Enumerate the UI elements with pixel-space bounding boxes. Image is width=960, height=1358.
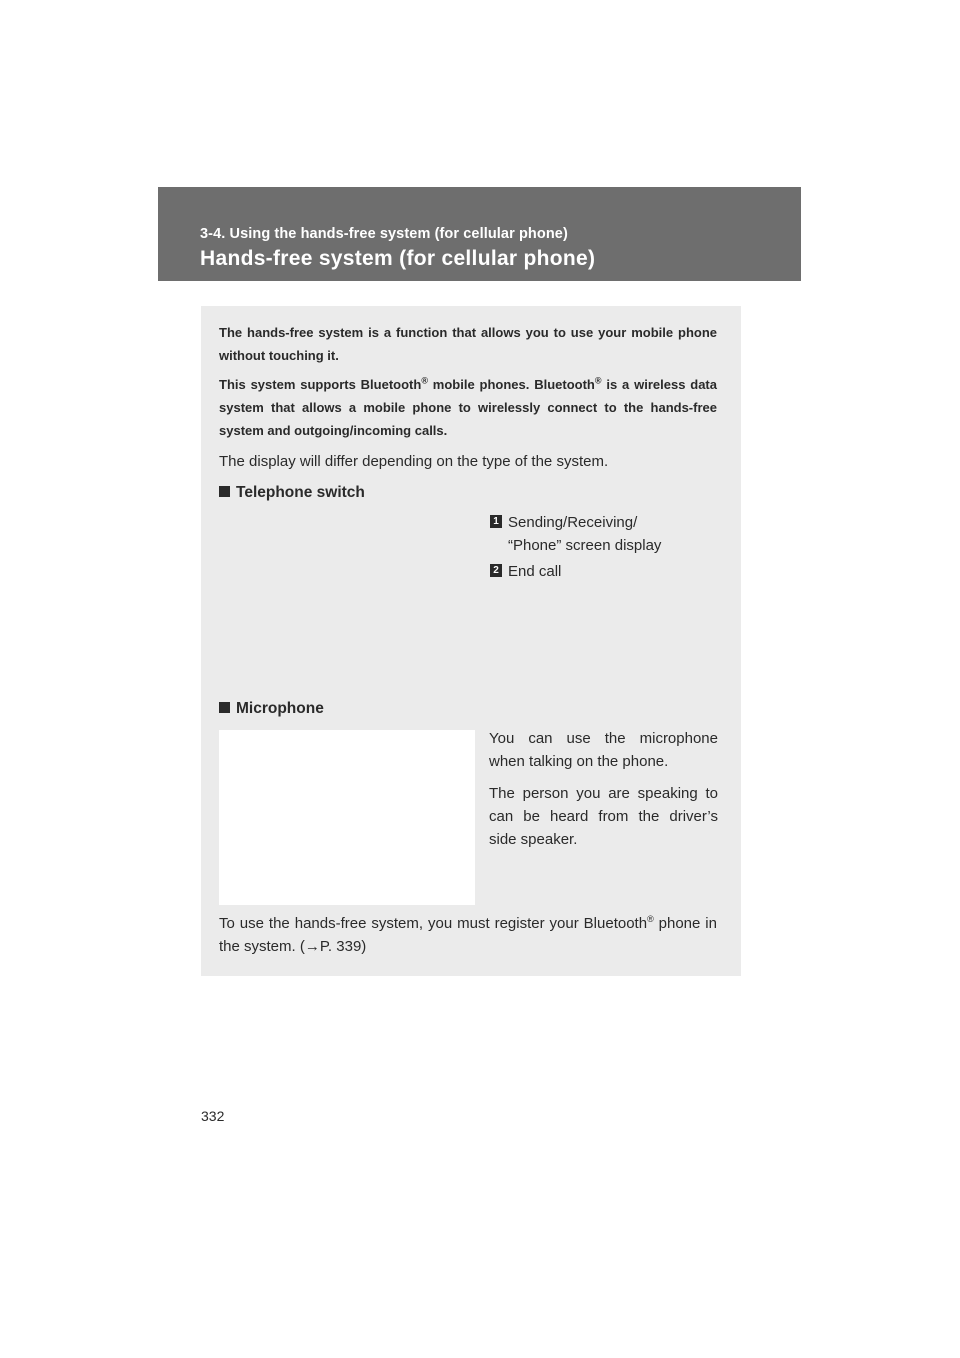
intro-text: mobile phones. Bluetooth	[427, 377, 595, 392]
section-label: 3-4. Using the hands-free system (for cellular phone)	[200, 226, 568, 242]
arrow-icon: →	[304, 938, 320, 955]
callout-item	[490, 560, 720, 584]
callout-line: “Phone” screen display	[508, 537, 662, 554]
intro-text: is a wireless data system that allows a mobile phone to wirelessly connect to the hands-free system and outgoing/incoming calls.	[219, 377, 717, 438]
square-bullet-icon	[219, 702, 230, 713]
microphone-heading	[219, 700, 324, 718]
outro-text: phone in the system. (	[219, 915, 717, 955]
callout-line: Sending/Receiving/	[508, 514, 638, 531]
registered-mark: ®	[647, 914, 654, 924]
microphone-illustration	[219, 730, 475, 905]
callout-label: End call	[508, 563, 562, 580]
register-note	[219, 912, 717, 958]
page-reference-link[interactable]: P. 339	[319, 938, 362, 955]
microphone-paragraph-1: You can use the microphone when talking on the phone.	[489, 730, 718, 770]
registered-mark: ®	[594, 375, 602, 386]
page-title: Hands-free system (for cellular phone)	[200, 247, 596, 270]
outro-text: )	[361, 938, 367, 955]
outro-text: To use the hands-free system, you must register your Bluetooth	[219, 915, 648, 932]
telephone-switch-heading	[219, 484, 365, 502]
square-bullet-icon	[219, 486, 230, 497]
display-note: The display will differ depending on the type of the system.	[219, 453, 609, 470]
heading-text: Microphone	[236, 700, 324, 717]
content-box	[201, 306, 741, 976]
registered-mark: ®	[421, 375, 428, 386]
page-number: 332	[201, 1108, 225, 1124]
intro-text: This system supports Bluetooth	[219, 377, 422, 392]
microphone-paragraph-2: The person you are speaking to can be heard from the driver’s side speaker.	[489, 785, 718, 848]
intro-paragraph-1: The hands-free system is a function that allows you to use your mobile phone without touching it.	[219, 325, 717, 363]
header-band	[158, 187, 801, 281]
intro-paragraph-2	[219, 373, 717, 442]
callout-item	[490, 511, 720, 559]
number-badge: 1	[490, 515, 502, 528]
number-badge: 2	[490, 564, 502, 577]
heading-text: Telephone switch	[236, 484, 365, 501]
callout-label	[508, 511, 661, 557]
